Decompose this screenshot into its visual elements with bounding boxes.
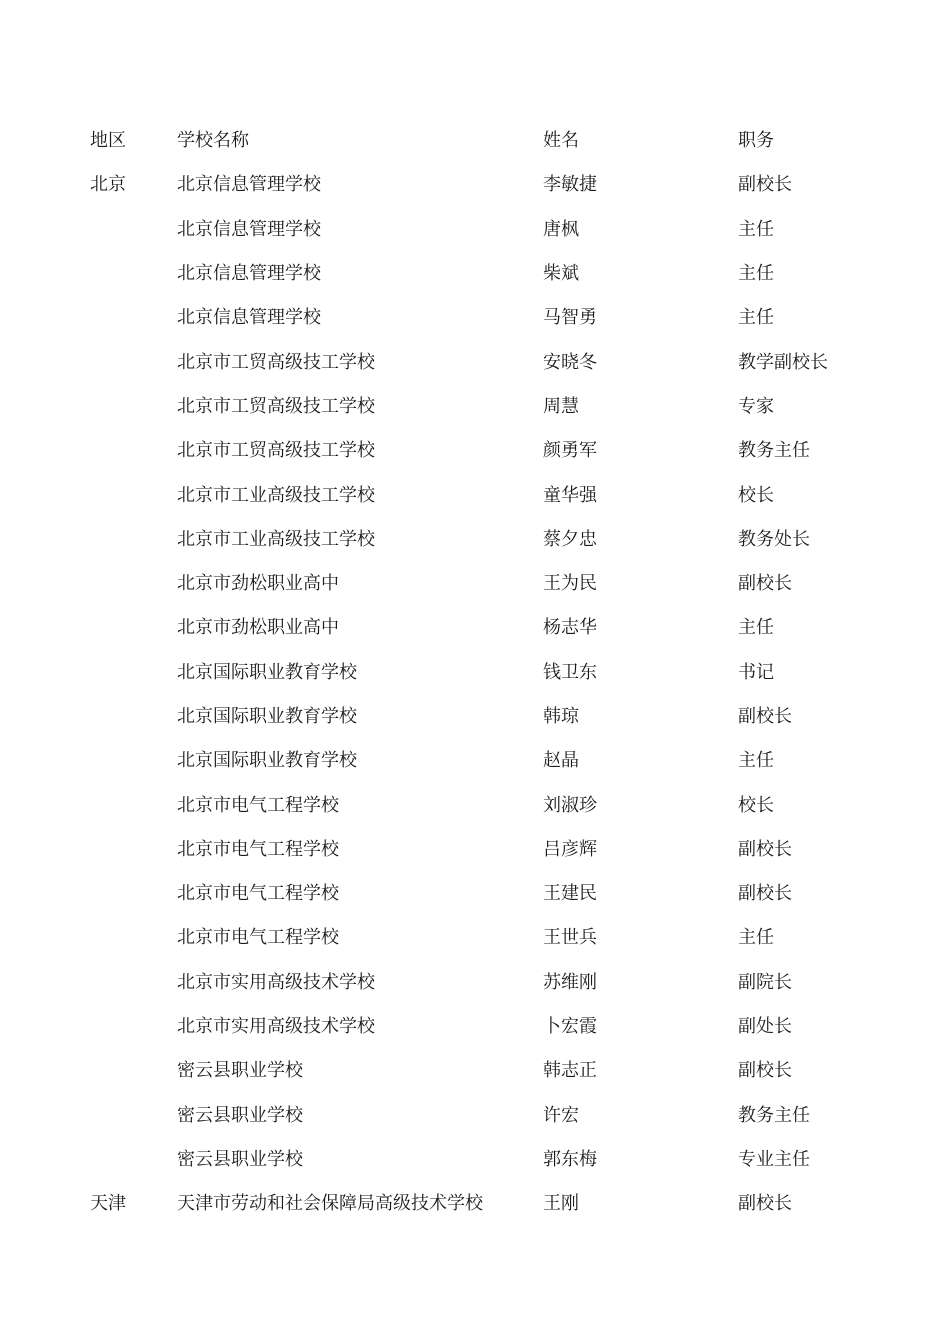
table-row xyxy=(90,1136,870,1180)
table-row xyxy=(90,959,870,1003)
cell-name: 赵晶 xyxy=(543,750,579,772)
cell-title: 副院长 xyxy=(738,971,792,993)
cell-region xyxy=(90,338,177,382)
cell-region: 北京 xyxy=(90,174,126,196)
cell-name: 郭东梅 xyxy=(543,1148,597,1170)
cell-region xyxy=(90,383,177,427)
cell-title: 主任 xyxy=(738,617,774,639)
cell-school: 北京市电气工程学校 xyxy=(177,883,339,905)
cell-region xyxy=(90,206,177,250)
table-row xyxy=(90,604,870,648)
cell-title: 书记 xyxy=(738,661,774,683)
cell-name: 卜宏霞 xyxy=(543,1016,597,1038)
cell-name: 蔡夕忠 xyxy=(543,528,597,550)
cell-school: 北京市实用高级技术学校 xyxy=(177,971,375,993)
cell-name: 童华强 xyxy=(543,484,597,506)
table-row xyxy=(90,781,870,825)
cell-school: 北京市电气工程学校 xyxy=(177,838,339,860)
cell-name: 许宏 xyxy=(543,1104,579,1126)
header-title: 职务 xyxy=(738,130,774,152)
staff-roster-table xyxy=(90,117,870,1224)
header-school: 学校名称 xyxy=(177,130,249,152)
table-row xyxy=(90,826,870,870)
cell-school: 密云县职业学校 xyxy=(177,1060,303,1082)
cell-school: 北京国际职业教育学校 xyxy=(177,661,357,683)
table-row xyxy=(90,206,870,250)
cell-school: 北京市工业高级技工学校 xyxy=(177,528,375,550)
cell-title: 专家 xyxy=(738,395,774,417)
cell-region xyxy=(90,516,177,560)
table-row xyxy=(90,1003,870,1047)
cell-region xyxy=(90,1003,177,1047)
table-row xyxy=(90,383,870,427)
cell-name: 苏维刚 xyxy=(543,971,597,993)
cell-name: 钱卫东 xyxy=(543,661,597,683)
cell-region xyxy=(90,826,177,870)
cell-school: 密云县职业学校 xyxy=(177,1148,303,1170)
cell-school: 北京信息管理学校 xyxy=(177,307,321,329)
cell-name: 韩琼 xyxy=(543,706,579,727)
cell-name: 安晓冬 xyxy=(543,351,597,373)
cell-region xyxy=(90,649,177,693)
cell-school: 北京市劲松职业高中 xyxy=(177,573,339,595)
cell-name: 马智勇 xyxy=(543,307,597,329)
cell-region xyxy=(90,870,177,914)
cell-school: 北京信息管理学校 xyxy=(177,263,321,285)
cell-region xyxy=(90,1047,177,1091)
cell-title: 教学副校长 xyxy=(738,351,828,373)
table-header-row xyxy=(90,117,870,161)
cell-school: 北京市工贸高级技工学校 xyxy=(177,351,375,373)
cell-title: 副校长 xyxy=(738,573,792,595)
cell-region xyxy=(90,471,177,515)
table-row xyxy=(90,1047,870,1091)
cell-title: 副校长 xyxy=(738,174,792,196)
cell-title: 副校长 xyxy=(738,1060,792,1082)
cell-region xyxy=(90,250,177,294)
cell-title: 主任 xyxy=(738,263,774,285)
table-row xyxy=(90,294,870,338)
cell-name: 唐枫 xyxy=(543,218,579,240)
cell-region xyxy=(90,959,177,1003)
table-row xyxy=(90,914,870,958)
table-row xyxy=(90,338,870,382)
table-row xyxy=(90,560,870,604)
table-row xyxy=(90,250,870,294)
cell-title: 主任 xyxy=(738,927,774,949)
cell-school: 北京信息管理学校 xyxy=(177,218,321,240)
cell-school: 北京市实用高级技术学校 xyxy=(177,1016,375,1038)
table-row xyxy=(90,649,870,693)
cell-name: 王建民 xyxy=(543,883,597,905)
cell-school: 北京市劲松职业高中 xyxy=(177,617,339,639)
cell-name: 刘淑珍 xyxy=(543,794,597,816)
cell-region xyxy=(90,1136,177,1180)
cell-name: 周慧 xyxy=(543,395,579,417)
table-row xyxy=(90,471,870,515)
cell-school: 北京市电气工程学校 xyxy=(177,927,339,949)
cell-school: 天津市劳动和社会保障局高级技术学校 xyxy=(177,1193,483,1215)
cell-school: 北京国际职业教育学校 xyxy=(177,706,357,727)
header-name: 姓名 xyxy=(543,130,579,152)
cell-title: 教务主任 xyxy=(738,1104,810,1126)
table-row xyxy=(90,516,870,560)
cell-name: 王世兵 xyxy=(543,927,597,949)
table-row xyxy=(90,427,870,471)
cell-school: 密云县职业学校 xyxy=(177,1104,303,1126)
cell-region: 天津 xyxy=(90,1193,126,1215)
cell-title: 校长 xyxy=(738,794,774,816)
cell-title: 副处长 xyxy=(738,1016,792,1038)
table-row xyxy=(90,1092,870,1136)
cell-region xyxy=(90,294,177,338)
cell-school: 北京国际职业教育学校 xyxy=(177,750,357,772)
cell-region xyxy=(90,737,177,781)
table-row xyxy=(90,1180,870,1224)
cell-region xyxy=(90,1092,177,1136)
header-region: 地区 xyxy=(90,130,126,152)
cell-region xyxy=(90,427,177,471)
cell-school: 北京市工贸高级技工学校 xyxy=(177,440,375,462)
cell-name: 杨志华 xyxy=(543,617,597,639)
table-row xyxy=(90,693,870,737)
cell-school: 北京市电气工程学校 xyxy=(177,794,339,816)
cell-name: 吕彦辉 xyxy=(543,838,597,860)
cell-school: 北京市工业高级技工学校 xyxy=(177,484,375,506)
table-row xyxy=(90,737,870,781)
table-row xyxy=(90,161,870,205)
cell-title: 主任 xyxy=(738,307,774,329)
cell-title: 教务主任 xyxy=(738,440,810,462)
cell-title: 副校长 xyxy=(738,1193,792,1215)
cell-title: 教务处长 xyxy=(738,528,810,550)
cell-name: 李敏捷 xyxy=(543,174,597,196)
cell-region xyxy=(90,604,177,648)
cell-title: 校长 xyxy=(738,484,774,506)
cell-name: 韩志正 xyxy=(543,1060,597,1082)
cell-title: 副校长 xyxy=(738,883,792,905)
cell-name: 颜勇军 xyxy=(543,440,597,462)
cell-title: 专业主任 xyxy=(738,1148,810,1170)
cell-title: 主任 xyxy=(738,750,774,772)
cell-region xyxy=(90,560,177,604)
table-body xyxy=(90,161,870,1224)
cell-region xyxy=(90,781,177,825)
cell-school: 北京市工贸高级技工学校 xyxy=(177,395,375,417)
cell-region xyxy=(90,914,177,958)
cell-region xyxy=(90,693,177,737)
cell-title: 副校长 xyxy=(738,838,792,860)
cell-name: 王刚 xyxy=(543,1193,579,1215)
cell-title: 副校长 xyxy=(738,706,792,727)
cell-name: 王为民 xyxy=(543,573,597,595)
cell-name: 柴斌 xyxy=(543,263,579,285)
cell-school: 北京信息管理学校 xyxy=(177,174,321,196)
cell-title: 主任 xyxy=(738,218,774,240)
table-row xyxy=(90,870,870,914)
